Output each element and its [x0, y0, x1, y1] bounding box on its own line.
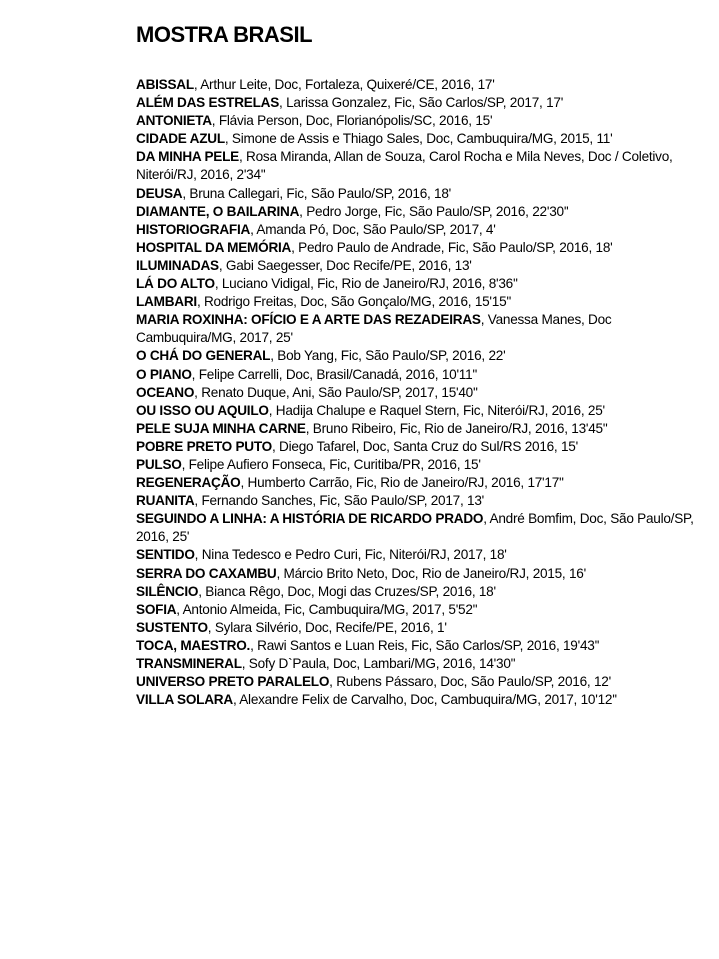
film-details: , Luciano Vidigal, Fic, Rio de Janeiro/RJ, 2016, 8'36''	[214, 276, 518, 292]
film-title: POBRE PRETO PUTO	[136, 438, 272, 454]
film-details: , Amanda Pó, Doc, São Paulo/SP, 2017, 4'	[250, 221, 496, 237]
film-details: , Márcio Brito Neto, Doc, Rio de Janeiro/RJ, 2015, 16'	[276, 565, 586, 581]
film-entry	[136, 673, 696, 691]
film-entry	[136, 510, 696, 546]
film-title: MARIA ROXINHA: OFÍCIO E A ARTE DAS REZADEIRAS	[136, 312, 481, 328]
film-details: , Diego Tafarel, Doc, Santa Cruz do Sul/RS 2016, 15'	[272, 438, 578, 454]
film-entry	[136, 637, 696, 655]
film-title: TRANSMINERAL	[136, 656, 242, 671]
film-entry	[136, 221, 696, 239]
film-details: , Bruna Callegari, Fic, São Paulo/SP, 2016, 18'	[182, 185, 452, 201]
film-title: TOCA, MAESTRO.	[136, 637, 251, 653]
film-title: ABISSAL	[136, 77, 194, 92]
film-title: O PIANO	[136, 366, 192, 382]
film-title: SENTIDO	[136, 547, 195, 563]
film-title: VILLA SOLARA	[136, 692, 233, 708]
film-details: , Simone de Assis e Thiago Sales, Doc, Cambuquira/MG, 2015, 11'	[224, 131, 613, 147]
film-title: ANTONIETA	[136, 113, 212, 129]
film-entry	[136, 402, 696, 420]
film-details: , Alexandre Felix de Carvalho, Doc, Cambuquira/MG, 2017, 10'12''	[232, 692, 617, 708]
film-details: , Arthur Leite, Doc, Fortaleza, Quixeré/CE, 2016, 17'	[193, 77, 495, 92]
film-details: , Rosa Miranda, Allan de Souza, Carol Rocha e Mila Neves, Doc / Coletivo, Niterói/RJ, 2016, 2'34''	[136, 149, 673, 183]
film-title: O CHÁ DO GENERAL	[136, 348, 271, 364]
film-details: , Bruno Ribeiro, Fic, Rio de Janeiro/RJ, 2016, 13'45"	[305, 420, 608, 436]
film-entry	[136, 112, 696, 130]
film-entry	[136, 130, 696, 148]
film-entry	[136, 347, 696, 365]
film-details: , Renato Duque, Ani, São Paulo/SP, 2017, 15'40''	[194, 384, 478, 400]
film-details: , Rodrigo Freitas, Doc, São Gonçalo/MG, 2016, 15'15''	[196, 294, 512, 310]
film-title: DIAMANTE, O BAILARINA	[136, 203, 300, 219]
film-entry	[136, 691, 696, 709]
film-title: SEGUINDO A LINHA: A HISTÓRIA DE RICARDO PRADO	[136, 511, 484, 527]
film-details: , Rubens Pássaro, Doc, São Paulo/SP, 2016, 12'	[329, 674, 611, 690]
film-title: SUSTENTO	[136, 619, 208, 635]
film-title: HOSPITAL DA MEMÓRIA	[136, 239, 292, 255]
film-title: PELE SUJA MINHA CARNE	[136, 420, 306, 436]
film-title: SOFIA	[136, 601, 177, 617]
film-details: , Gabi Saegesser, Doc Recife/PE, 2016, 13'	[218, 257, 472, 273]
film-entry	[136, 655, 696, 673]
film-entry	[136, 366, 696, 384]
film-details: , Sylara Silvério, Doc, Recife/PE, 2016, 1'	[207, 619, 447, 635]
film-title: ALÉM DAS ESTRELAS	[136, 95, 280, 111]
film-title: REGENERAÇÃO	[136, 475, 241, 491]
film-details: , Antonio Almeida, Fic, Cambuquira/MG, 2017, 5'52''	[176, 601, 478, 617]
film-details: , Rawi Santos e Luan Reis, Fic, São Carlos/SP, 2016, 19'43''	[250, 637, 600, 653]
film-entry	[136, 257, 696, 275]
film-entry	[136, 311, 696, 347]
film-details: , Felipe Aufiero Fonseca, Fic, Curitiba/PR, 2016, 15'	[181, 456, 481, 472]
film-details: , André Bomfim, Doc, São Paulo/SP, 2016, 25'	[136, 511, 694, 545]
film-details: , Nina Tedesco e Pedro Curi, Fic, Niterói/RJ, 2017, 18'	[194, 547, 507, 563]
film-entry	[136, 420, 696, 438]
film-entry	[136, 148, 696, 184]
film-details: , Felipe Carrelli, Doc, Brasil/Canadá, 2016, 10'11''	[191, 366, 478, 382]
film-entry	[136, 546, 696, 564]
film-entry	[136, 474, 696, 492]
film-title: SERRA DO CAXAMBU	[136, 565, 277, 581]
film-title: UNIVERSO PRETO PARALELO	[136, 674, 330, 690]
film-entry	[136, 456, 696, 474]
page-title: MOSTRA BRASIL	[136, 22, 313, 47]
film-details: , Pedro Jorge, Fic, São Paulo/SP, 2016, 22'30''	[299, 203, 569, 219]
film-entry	[136, 203, 696, 221]
film-entry	[136, 239, 696, 257]
film-title: PULSO	[136, 456, 182, 472]
film-title: LÁ DO ALTO	[136, 276, 215, 292]
film-details: , Hadija Chalupe e Raquel Stern, Fic, Niterói/RJ, 2016, 25'	[268, 402, 605, 418]
film-details: , Flávia Person, Doc, Florianópolis/SC, 2016, 15'	[211, 113, 493, 129]
film-entry	[136, 601, 696, 619]
film-title: DA MINHA PELE	[136, 149, 239, 165]
film-details: , Vanessa Manes, Doc Cambuquira/MG, 2017, 25'	[136, 312, 612, 346]
film-details: , Bianca Rêgo, Doc, Mogi das Cruzes/SP, 2016, 18'	[198, 583, 496, 599]
film-details: , Humberto Carrão, Fic, Rio de Janeiro/RJ, 2016, 17'17''	[240, 475, 564, 491]
film-title: SILÊNCIO	[136, 583, 199, 599]
film-title: OU ISSO OU AQUILO	[136, 402, 269, 418]
film-details: , Bob Yang, Fic, São Paulo/SP, 2016, 22'	[270, 348, 506, 364]
film-title: ILUMINADAS	[136, 257, 219, 273]
film-details: , Larissa Gonzalez, Fic, São Carlos/SP, 2017, 17'	[279, 95, 564, 111]
film-entry	[136, 76, 696, 94]
film-entry	[136, 619, 696, 637]
film-title: LAMBARI	[136, 294, 197, 310]
film-entry	[136, 185, 696, 203]
film-entry	[136, 275, 696, 293]
film-entry	[136, 94, 696, 112]
film-title: RUANITA	[136, 493, 195, 509]
film-details: , Sofy D`Paula, Doc, Lambari/MG, 2016, 14'30''	[241, 656, 516, 671]
film-entry	[136, 583, 696, 601]
film-details: , Fernando Sanches, Fic, São Paulo/SP, 2017, 13'	[194, 493, 485, 509]
film-entry	[136, 565, 696, 583]
film-title: CIDADE AZUL	[136, 131, 225, 147]
film-list	[136, 76, 696, 709]
film-entry	[136, 384, 696, 402]
film-entry	[136, 438, 696, 456]
film-title: OCEANO	[136, 384, 195, 400]
film-entry	[136, 293, 696, 311]
film-entry	[136, 492, 696, 510]
film-details: , Pedro Paulo de Andrade, Fic, São Paulo/SP, 2016, 18'	[291, 239, 613, 255]
film-title: HISTORIOGRAFIA	[136, 221, 251, 237]
film-title: DEUSA	[136, 185, 183, 201]
document-page	[136, 22, 696, 709]
